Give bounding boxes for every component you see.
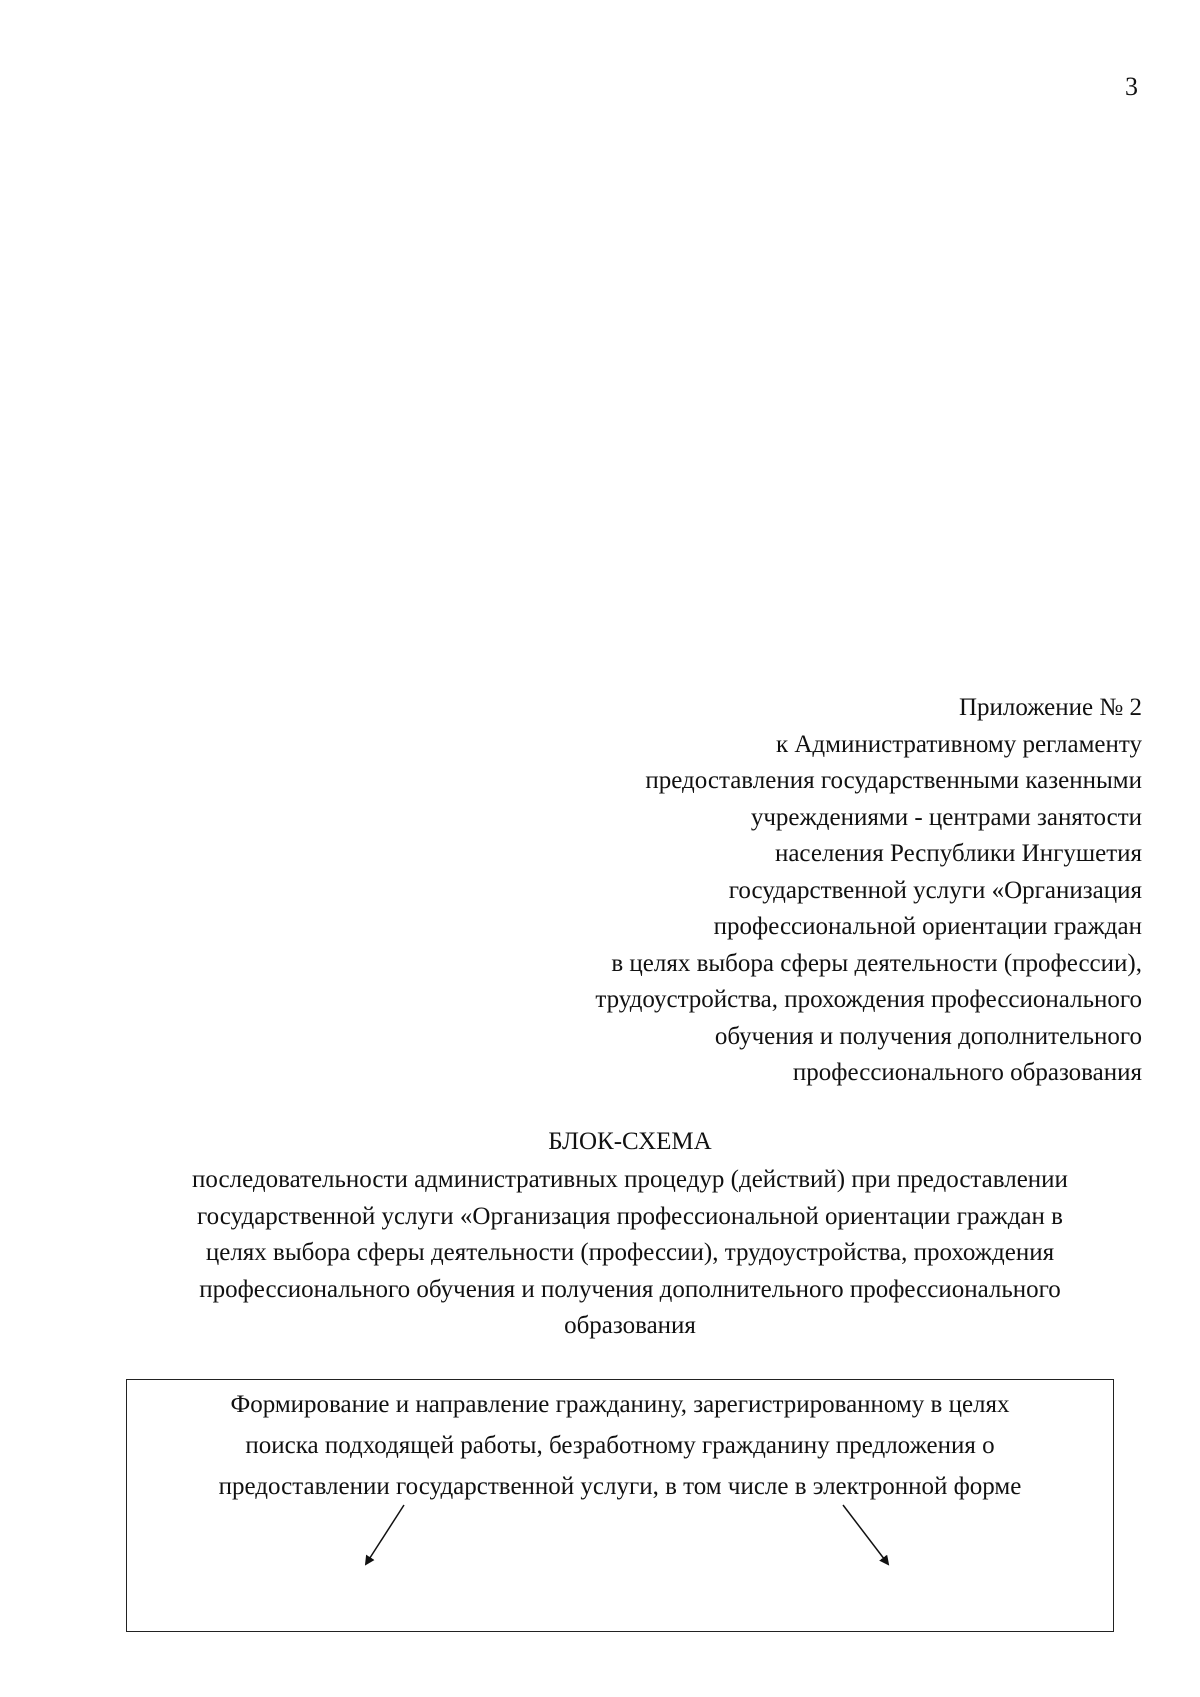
appendix-line: предоставления государственными казенными <box>645 767 1142 794</box>
scheme-subtitle-line: государственной услуги «Организация профессиональной ориентации граждан в <box>197 1202 1063 1230</box>
appendix-line: обучения и получения дополнительного <box>714 1022 1142 1050</box>
flow-block-line: поиска подходящей работы, безработному гражданину предложения о <box>245 1432 995 1459</box>
appendix-header <box>442 690 1142 1092</box>
scheme-subtitle-line: последовательности административных процедур (действий) при предоставлении <box>192 1166 1068 1193</box>
appendix-line: Приложение № 2 <box>958 694 1142 721</box>
appendix-line: профессиональной ориентации граждан <box>713 913 1142 940</box>
flow-block-line: предоставлении государственной услуги, в том числе в электронной форме <box>218 1473 1022 1500</box>
appendix-line: трудоустройства, прохождения профессионального <box>595 986 1142 1013</box>
appendix-line: в целях выбора сферы деятельности (профессии), <box>611 949 1142 977</box>
appendix-line: учреждениями - центрами занятости <box>750 803 1142 831</box>
flow-block-line: Формирование и направление гражданину, зарегистрированному в целях <box>230 1391 1010 1418</box>
scheme-title: БЛОК-СХЕМА <box>548 1128 712 1155</box>
appendix-line: государственной услуги «Организация <box>728 876 1142 904</box>
scheme-subtitle-line: образования <box>564 1312 696 1339</box>
flow-block-first <box>126 1379 1114 1632</box>
scheme-subtitle <box>120 1162 1140 1345</box>
appendix-line: профессионального образования <box>792 1059 1142 1086</box>
scheme-subtitle-line: профессионального обучения и получения дополнительного профессионального <box>199 1275 1061 1303</box>
appendix-line: населения Республики Ингушетия <box>774 840 1142 867</box>
scheme-subtitle-line: целях выбора сферы деятельности (профессии), трудоустройства, прохождения <box>205 1239 1055 1266</box>
appendix-line: к Административному регламенту <box>775 730 1142 758</box>
flow-block-text <box>127 1384 1113 1507</box>
page-number: 3 <box>1125 72 1138 101</box>
